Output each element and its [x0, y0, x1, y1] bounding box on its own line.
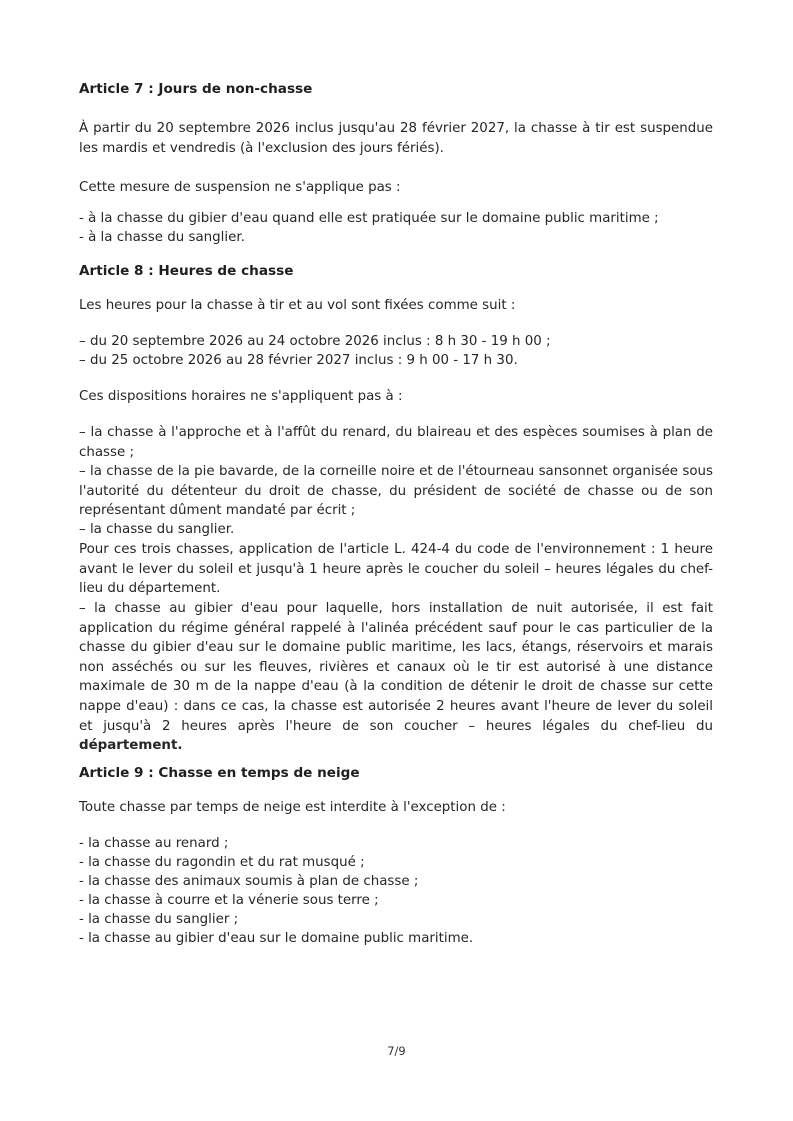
article-7-exception-1: - à la chasse du gibier d'eau quand elle est pratiquée sur le domaine public maritime ;: [79, 211, 659, 226]
article-9-exception-3: - la chasse des animaux soumis à plan de chasse ;: [79, 874, 419, 889]
article-7-title: Article 7 : Jours de non-chasse: [79, 81, 313, 97]
article-7-paragraph-1: À partir du 20 septembre 2026 inclus jusqu'au 28 février 2027, la chasse à tir est suspendue les mardis et vendredis (à l'exclusion des jours fériés).: [79, 121, 713, 156]
article-9-exception-2: - la chasse du ragondin et du rat musqué ;: [79, 855, 365, 870]
article-8-paragraph-2: Ces dispositions horaires ne s'appliquent pas à :: [79, 389, 403, 404]
article-8-paragraph-4: [79, 599, 713, 756]
article-9-exception-5: - la chasse du sanglier ;: [79, 912, 239, 927]
article-8-exception-1: – la chasse à l'approche et à l'affût du renard, du blaireau et des espèces soumises à plan de chasse ;: [79, 425, 713, 460]
article-8-paragraph-1: Les heures pour la chasse à tir et au vol sont fixées comme suit :: [79, 298, 516, 313]
article-9-title: Article 9 : Chasse en temps de neige: [79, 765, 360, 781]
article-8-paragraph-3: Pour ces trois chasses, application de l'article L. 424-4 du code de l'environnement : 1 heure avant le lever du soleil et jusqu'à 1 heure après le coucher du soleil – heures légales du chef-lieu du département.: [79, 542, 713, 597]
article-8-exception-2: – la chasse de la pie bavarde, de la corneille noire et de l'étourneau sansonnet organisée sous l'autorité du détenteur du droit de chasse, du président de société de chasse ou de son représentant dûment mandaté par écrit ;: [79, 464, 713, 519]
article-8-paragraph-4-bold: département.: [79, 738, 183, 754]
article-7-exception-2: - à la chasse du sanglier.: [79, 230, 245, 245]
article-8-exception-3: – la chasse du sanglier.: [79, 522, 235, 537]
page-number: 7/9: [387, 1044, 406, 1058]
article-9-exception-1: - la chasse au renard ;: [79, 836, 229, 851]
article-8-period-2: – du 25 octobre 2026 au 28 février 2027 inclus : 9 h 00 - 17 h 30.: [79, 353, 518, 368]
article-9-exception-4: - la chasse à courre et la vénerie sous terre ;: [79, 893, 379, 908]
article-9-paragraph-1: Toute chasse par temps de neige est interdite à l'exception de :: [79, 800, 506, 815]
article-8-title: Article 8 : Heures de chasse: [79, 263, 294, 279]
article-9-exception-6: - la chasse au gibier d'eau sur le domaine public maritime.: [79, 931, 474, 946]
article-8-period-1: – du 20 septembre 2026 au 24 octobre 2026 inclus : 8 h 30 - 19 h 00 ;: [79, 334, 551, 349]
article-8-paragraph-4-text: – la chasse au gibier d'eau pour laquelle, hors installation de nuit autorisée, il est fait application du régime général rappelé à l'alinéa précédent sauf pour le cas particulier de la chasse du gibier d'eau sur le domaine public maritime, les lacs, étangs, réservoirs et marais non asséchés ou sur les fleuves, rivières et canaux où le tir est autorisé à une distance maximale de 30 m de la nappe d'eau (à la condition de détenir le droit de chasse sur cette nappe d'eau) : dans ce cas, la chasse est autorisée 2 heures avant l'heure de lever du soleil et jusqu'à 2 heures après l'heure de son coucher – heures légales du chef-lieu du: [79, 601, 713, 734]
article-7-paragraph-2: Cette mesure de suspension ne s'applique pas :: [79, 180, 401, 195]
